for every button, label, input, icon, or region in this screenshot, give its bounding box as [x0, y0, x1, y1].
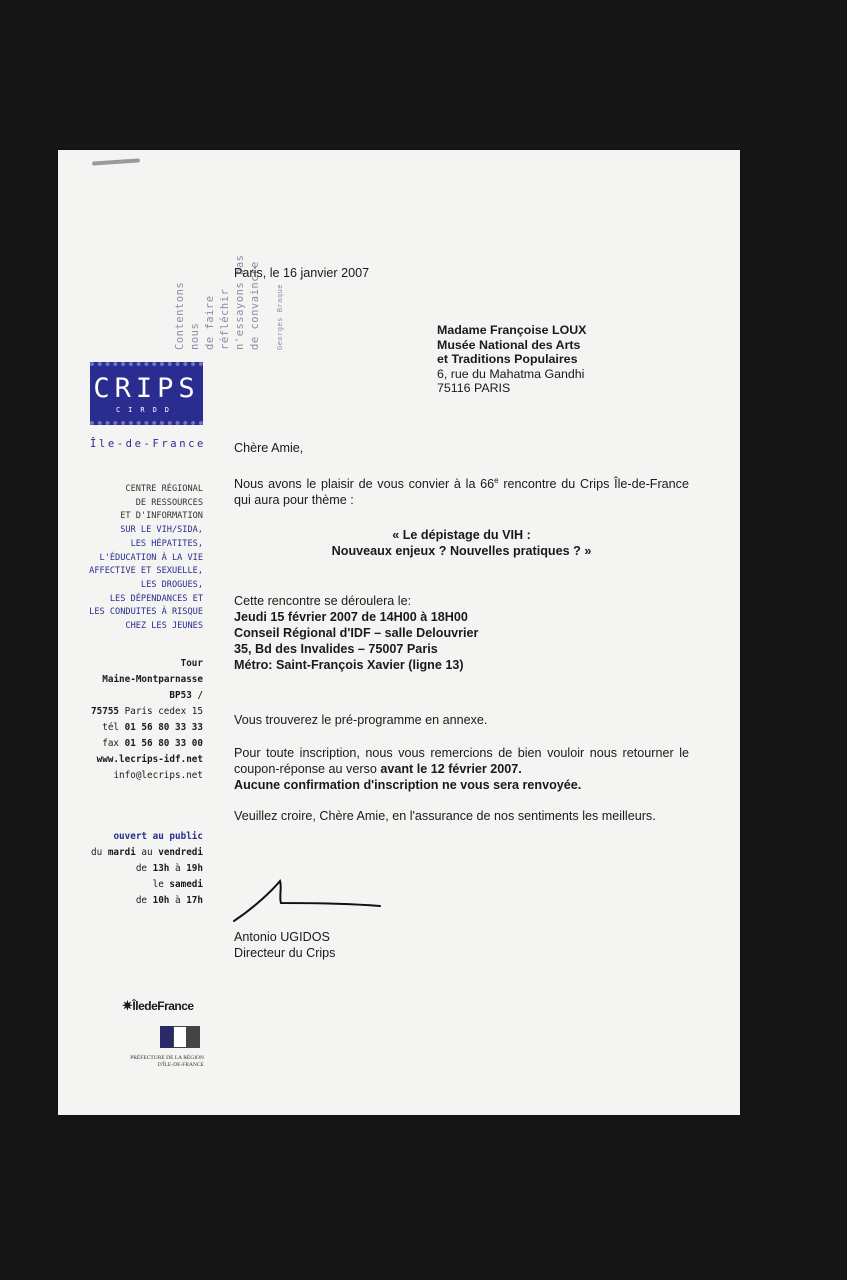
logo-text: CRIPS [93, 373, 200, 404]
opening-hours [91, 829, 203, 909]
intro-paragraph: Nous avons le plaisir de vous convier à la 66e rencontre du Crips Île-de-France qui aura pour thème : [234, 476, 689, 508]
crips-logo [90, 362, 203, 425]
prefecture-label: PRÉFECTURE DE LA RÉGION D'ÎLE-DE-FRANCE [130, 1055, 204, 1068]
signature-block [234, 929, 689, 961]
description-line: LES CONDUITES À RISQUE [89, 607, 203, 618]
letter-date: Paris, le 16 janvier 2007 [234, 266, 370, 280]
contact-address [91, 656, 203, 784]
address-line: Tour [180, 658, 203, 669]
motto-line: nous [189, 322, 201, 350]
inscription-paragraph: Pour toute inscription, nous vous remercions de bien vouloir nous retourner le coupon-réponse au verso avant le 12 février 2007. Aucune confirmation d'inscription ne vous sera renvoyée. [234, 746, 689, 792]
signer-name: Antonio UGIDOS [234, 930, 330, 944]
description-line: AFFECTIVE ET SEXUELLE, [89, 566, 203, 577]
description-line: LES HÉPATITES, [130, 538, 203, 549]
marianne-logo [160, 1026, 200, 1048]
address-line: BP53 / [169, 690, 203, 701]
motto [86, 250, 284, 350]
closing-paragraph: Veuillez croire, Chère Amie, en l'assurance de nos sentiments les meilleurs. [234, 809, 656, 823]
motto-line: de convaincre [249, 261, 261, 350]
description-line: LES DÉPENDANCES ET [109, 593, 203, 604]
description-line: ET D'INFORMATION [120, 511, 203, 522]
recipient-city: 75116 PARIS [437, 381, 511, 395]
motto-line: de faire [204, 295, 216, 350]
description-line: L'ÉDUCATION À LA VIE [99, 552, 203, 563]
hours-line: de 10h à 17h [135, 895, 203, 906]
phone: tél 01 56 80 33 33 [102, 722, 203, 733]
event-venue: Conseil Régional d'IDF – salle Delouvrier [234, 626, 479, 640]
recipient-address [437, 323, 586, 396]
hours-line: de 13h à 19h [135, 863, 203, 874]
logo-region: Île-de-France [90, 438, 206, 450]
hours-line: le samedi [152, 879, 203, 890]
event-subject: « Le dépistage du VIH : Nouveaux enjeux ? Nouvelles pratiques ? » [331, 528, 592, 558]
logo-subtext: CIRDD [115, 406, 178, 414]
motto-line: n'essayons pas [234, 254, 246, 350]
email-link[interactable]: info@lecrips.net [113, 770, 203, 781]
website-link[interactable]: www.lecrips-idf.net [96, 754, 203, 765]
event-date: Jeudi 15 février 2007 de 14H00 à 18H00 [234, 610, 468, 624]
salutation: Chère Amie, [234, 441, 304, 455]
event-metro: Métro: Saint-François Xavier (ligne 13) [234, 658, 464, 672]
fax: fax 01 56 80 33 00 [102, 738, 203, 749]
iledefrance-logo: ✷ÎledeFrance [122, 998, 194, 1013]
address-line: Maine-Montparnasse [102, 674, 203, 685]
recipient-org: Musée National des Arts [437, 337, 581, 352]
star-icon: ✷ [122, 998, 133, 1013]
hours-title: ouvert au public [113, 831, 203, 842]
event-details [234, 593, 689, 673]
event-address: 35, Bd des Invalides – 75007 Paris [234, 642, 438, 656]
description-line: LES DROGUES, [140, 579, 203, 590]
motto-line: réfléchir [219, 288, 231, 350]
details-intro: Cette rencontre se déroulera le: [234, 594, 412, 608]
address-city: 75755 Paris cedex 15 [91, 706, 203, 717]
annex-note: Vous trouverez le pré-programme en annexe. [234, 713, 488, 727]
motto-line: Contentons [174, 281, 186, 350]
organization-description [89, 483, 203, 634]
description-line: CENTRE RÉGIONAL [125, 484, 203, 494]
recipient-street: 6, rue du Mahatma Gandhi [437, 366, 585, 381]
handwritten-signature [232, 873, 382, 925]
description-line: DE RESSOURCES [135, 497, 203, 508]
recipient-org: et Traditions Populaires [437, 352, 578, 366]
motto-author: Georges Braque [276, 283, 284, 350]
recipient-name: Madame Françoise LOUX [437, 323, 587, 337]
description-line: SUR LE VIH/SIDA, [120, 525, 203, 536]
signer-title: Directeur du Crips [234, 946, 336, 960]
hours-line: du mardi au vendredi [91, 847, 203, 858]
description-line: CHEZ LES JEUNES [125, 621, 203, 632]
